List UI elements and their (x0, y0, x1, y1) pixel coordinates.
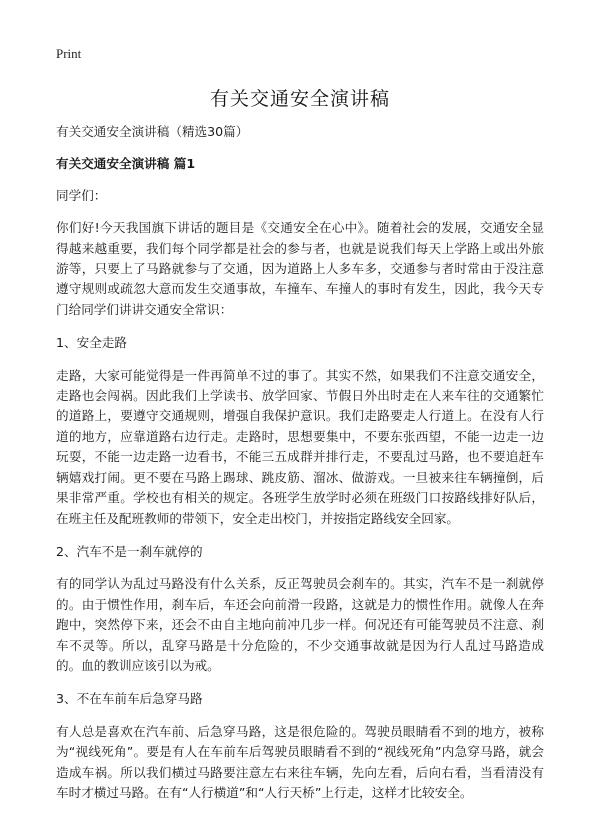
point2-heading: 2、汽车不是一刹车就停的 (56, 543, 203, 559)
document-title: 有关交通安全演讲稿 (209, 88, 390, 110)
document-subtitle: 有关交通安全演讲稿（精选30篇） (56, 124, 249, 139)
point2-paragraph: 有的同学认为乱过马路没有什么关系，反正驾驶员会刹车的。其实，汽车不是一刹就停的。由于惯性作用，刹车后，车还会向前滑一段路，这就是力的惯性作用。就像人在奔跑中，突然停下来，还会不由自主地向前冲几步一样。何况还有可能驾驶员不注意、刹车不灵等。所以，乱穿马路是十分危险的，不少交通事故就是因为行人乱过马路造成的。血的教训应该引以为戒。 (56, 576, 544, 673)
intro-paragraph: 你们好!今天我国旗下讲话的题目是《交通安全在心中》。随着社会的发展，交通安全显得越来越重要，我们每个同学都是社会的参与者，也就是说我们每天上学路上或出外旅游等，只要上了马路就参与了交通，因为道路上人多车多，交通参与者时常由于没注意遵守规则或疏忽大意而发生交通事故，车撞车、车撞人的事时有发生，因此，我今天专门给同学们讲讲交通安全常识： (56, 220, 544, 317)
point1-paragraph: 走路，大家可能觉得是一件再简单不过的事了。其实不然，如果我们不注意交通安全，走路也会闯祸。因此我们上学读书、放学回家、节假日外出时走在人来车往的交通繁忙的道路上，要遵守交通规则，增强自我保护意识。我们走路要走人行道上。在没有人行道的地方，应靠道路右边行走。走路时，思想要集中，不要东张西望，不能一边走一边玩耍，不能一边走路一边看书，不能三五成群并排行走，不要乱过马路，也不要追赶车辆嬉戏打闹。更不要在马路上踢球、跳皮筋、溜冰、做游戏。一旦被来往车辆撞倒，后果非常严重。学校也有相关的规定。各班学生放学时必须在班级门口按路线排好队后，在班主任及配班教师的带领下，安全走出校门，并按指定路线安全回家。 (56, 367, 544, 526)
document-body (56, 122, 544, 816)
point1-heading: 1、安全走路 (56, 335, 127, 351)
point3-heading: 3、不在车前车后急穿马路 (56, 691, 203, 707)
print-label[interactable]: Print (56, 46, 82, 61)
greeting: 同学们： (56, 187, 107, 203)
point3-paragraph: 有人总是喜欢在汽车前、后急穿马路，这是很危险的。驾驶员眼睛看不到的地方，被称为“视线死角”。要是有人在车前车后驾驶员眼睛看不到的“视线死角”内急穿马路，就会造成车祸。所以我们横过马路要注意左右来往车辆，先向左看，后向右看，当看清没有车时才横过马路。在有“人行横道”和“人行天桥”上行走，这样才比较安全。 (56, 723, 544, 800)
section-heading: 有关交通安全演讲稿 篇1 (56, 156, 196, 172)
